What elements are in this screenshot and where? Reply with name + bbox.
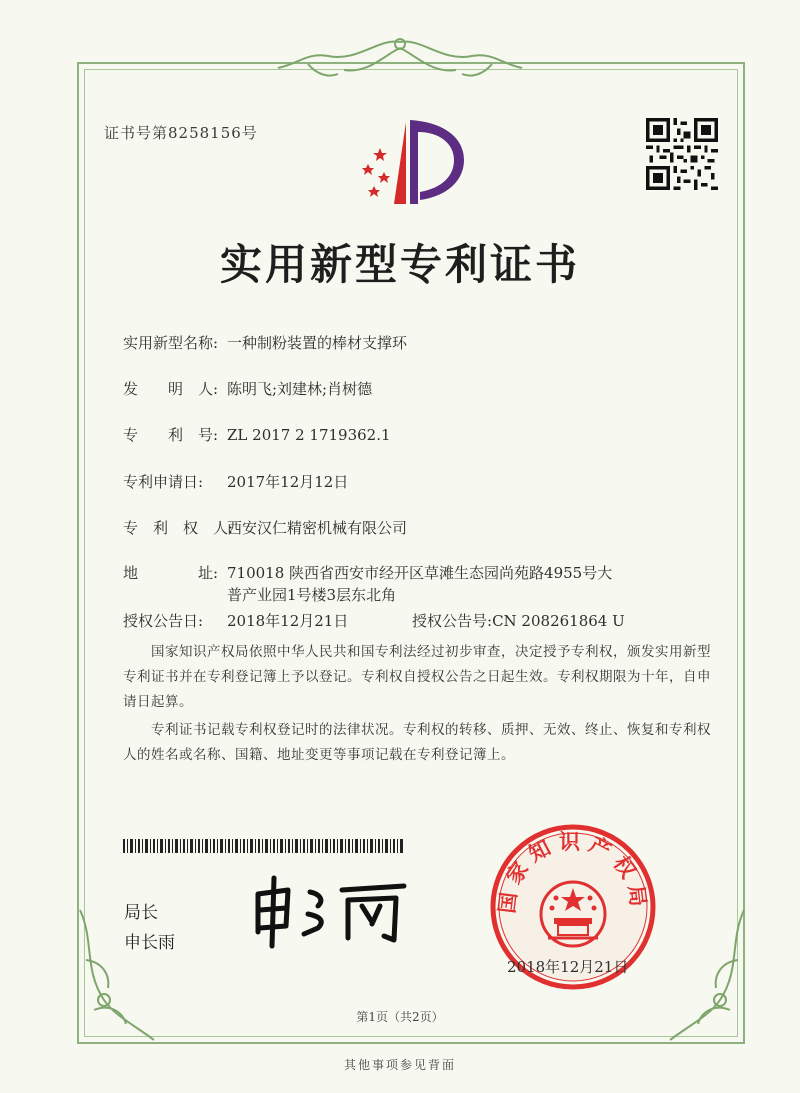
patent-number-label: 专 利 号: xyxy=(123,426,219,444)
patentee-label: 专 利 权 人: xyxy=(123,519,234,537)
footer-note: 其他事项参见背面 xyxy=(343,1058,456,1072)
utility-model-name-value: 一种制粉装置的棒材支撑环 xyxy=(227,334,408,352)
utility-model-name-row xyxy=(123,332,407,353)
grant-date-value: 2018年12月21日 xyxy=(227,612,349,630)
patent-number-value: ZL 2017 2 1719362.1 xyxy=(227,426,391,444)
certificate-title: 实用新型专利证书 xyxy=(219,240,580,289)
address-label: 地 址: xyxy=(123,564,219,582)
inventor-row xyxy=(123,378,372,399)
filing-date-value: 2017年12月12日 xyxy=(227,473,349,491)
seal-date: 2018年12月21日 xyxy=(507,958,629,976)
patentee-value: 西安汉仁精密机械有限公司 xyxy=(227,519,408,537)
patent-number-row xyxy=(123,424,391,445)
qr-code xyxy=(646,118,718,190)
address-row xyxy=(123,562,612,606)
certificate-number: 证书号第8258156号 xyxy=(104,124,258,142)
address-value xyxy=(227,562,612,606)
filing-date-label: 专利申请日: xyxy=(123,473,204,491)
filing-date-row xyxy=(123,471,348,492)
director-name: 申长雨 xyxy=(124,933,175,953)
grant-number-row xyxy=(412,610,625,631)
grant-date-row xyxy=(123,610,348,631)
inventor-label: 发 明 人: xyxy=(123,380,219,398)
seal-text: 国家知识产权局 xyxy=(494,830,652,915)
grant-number-label: 授权公告号: xyxy=(412,612,493,630)
grant-statement-paragraph: 国家知识产权局依照中华人民共和国专利法经过初步审查，决定授予专利权，颁发实用新型专利证书并在专利登记簿上予以登记。专利权自授权公告之日起生效。专利权期限为十年，自申请日起算。 xyxy=(123,644,711,710)
top-ornament xyxy=(268,34,532,86)
bottom-right-ornament xyxy=(660,900,750,1050)
cnipa-logo xyxy=(354,114,474,210)
inventor-value: 陈明飞;刘建林;肖树德 xyxy=(227,380,373,398)
address-line-1: 710018 陕西省西安市经开区草滩生态园尚苑路4955号大 xyxy=(227,564,613,582)
director-title: 局长 xyxy=(124,903,158,923)
legal-status-paragraph: 专利证书记载专利权登记时的法律状况。专利权的转移、质押、无效、终止、恢复和专利权人的姓名或名称、国籍、地址变更等事项记载在专利登记簿上。 xyxy=(123,722,711,763)
utility-model-name-label: 实用新型名称: xyxy=(123,334,219,352)
grant-number-value: CN 208261864 U xyxy=(492,612,625,630)
address-line-2: 普产业园1号楼3层东北角 xyxy=(227,586,397,604)
barcode xyxy=(123,839,403,853)
patentee-row xyxy=(123,517,407,538)
page-number: 第1页（共2页） xyxy=(356,1010,444,1024)
grant-date-label: 授权公告日: xyxy=(123,612,204,630)
director-signature xyxy=(244,870,424,950)
